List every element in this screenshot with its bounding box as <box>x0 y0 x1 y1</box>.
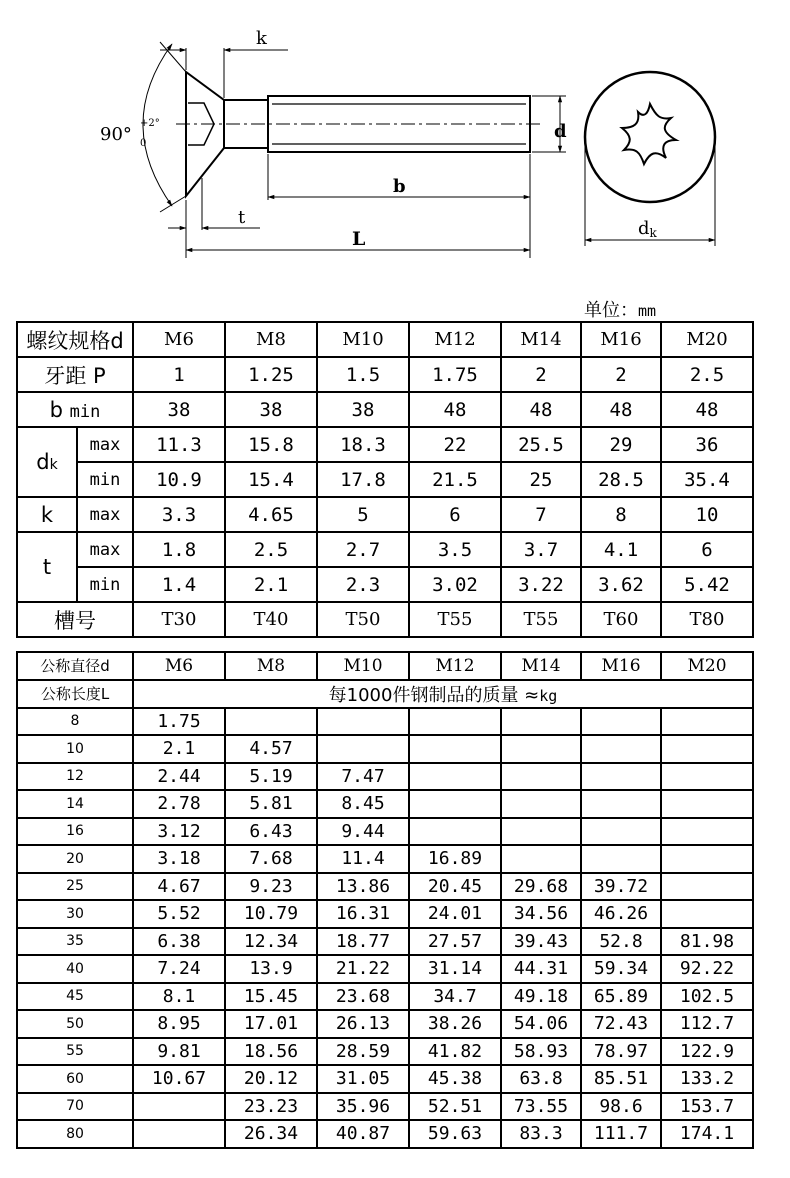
mass-value: 72.43 <box>581 1010 661 1038</box>
k-row <box>17 497 753 532</box>
mass-value: 65.89 <box>581 983 661 1011</box>
mass-value: 174.1 <box>661 1120 753 1148</box>
mass-value: 6.38 <box>133 928 225 956</box>
mass-value: 112.7 <box>661 1010 753 1038</box>
mass-value <box>133 1093 225 1121</box>
mass-value: 41.82 <box>409 1038 501 1066</box>
mass-value: 49.18 <box>501 983 581 1011</box>
length-cell: 45 <box>17 983 133 1011</box>
mass-value: 40.87 <box>317 1120 409 1148</box>
size-cell: M6 <box>133 322 225 357</box>
b-value: 38 <box>133 392 225 427</box>
size-cell: M6 <box>133 652 225 680</box>
mass-value: 102.5 <box>661 983 753 1011</box>
dk-min-value: 15.4 <box>225 462 317 497</box>
mass-value: 7.47 <box>317 763 409 791</box>
mass-value: 111.7 <box>581 1120 661 1148</box>
mass-value: 92.22 <box>661 955 753 983</box>
table-row <box>17 818 753 846</box>
table-row <box>17 928 753 956</box>
mass-value: 7.24 <box>133 955 225 983</box>
mass-value: 8.95 <box>133 1010 225 1038</box>
table-row <box>17 708 753 736</box>
dk-max-value: 29 <box>581 427 661 462</box>
length-cell: 12 <box>17 763 133 791</box>
b-label: b min <box>17 392 133 427</box>
t-max-value: 6 <box>661 532 753 567</box>
spec-header-row <box>17 322 753 357</box>
dk-min-value: 10.9 <box>133 462 225 497</box>
mass-value: 4.57 <box>225 735 317 763</box>
table-row <box>17 1038 753 1066</box>
t-min-value: 5.42 <box>661 567 753 602</box>
mass-value: 35.96 <box>317 1093 409 1121</box>
t-max-row <box>17 532 753 567</box>
dk-min-value: 17.8 <box>317 462 409 497</box>
mass-value: 81.98 <box>661 928 753 956</box>
mass-caption-row <box>17 680 753 708</box>
mass-value <box>661 845 753 873</box>
t-min-value: 1.4 <box>133 567 225 602</box>
dim-d-label: d <box>554 121 567 142</box>
mass-value <box>409 790 501 818</box>
dk-max-value: 36 <box>661 427 753 462</box>
mass-value: 3.18 <box>133 845 225 873</box>
mass-value: 17.01 <box>225 1010 317 1038</box>
mass-value: 59.34 <box>581 955 661 983</box>
b-value: 48 <box>501 392 581 427</box>
mass-value <box>661 790 753 818</box>
mass-value <box>317 708 409 736</box>
t-label: t <box>17 532 77 602</box>
mass-value: 13.86 <box>317 873 409 901</box>
slot-value: T55 <box>409 602 501 637</box>
mass-value: 39.72 <box>581 873 661 901</box>
table-row <box>17 983 753 1011</box>
slot-value: T60 <box>581 602 661 637</box>
k-value: 8 <box>581 497 661 532</box>
mass-value: 16.31 <box>317 900 409 928</box>
b-value: 48 <box>409 392 501 427</box>
mass-value <box>133 1120 225 1148</box>
mass-value: 10.79 <box>225 900 317 928</box>
unit-label: 单位：mm <box>584 300 657 321</box>
angle-tol-lower: 0 <box>140 138 147 149</box>
t-max-value: 3.5 <box>409 532 501 567</box>
mass-value: 45.38 <box>409 1065 501 1093</box>
pitch-value: 1.25 <box>225 357 317 392</box>
slot-value: T40 <box>225 602 317 637</box>
slot-row <box>17 602 753 637</box>
mass-value: 1.75 <box>133 708 225 736</box>
mass-value: 23.23 <box>225 1093 317 1121</box>
nominal-diameter-label: 公称直径d <box>17 652 133 680</box>
b-row <box>17 392 753 427</box>
dk-max-label: max <box>77 427 133 462</box>
slot-value: T80 <box>661 602 753 637</box>
table-row <box>17 955 753 983</box>
length-cell: 8 <box>17 708 133 736</box>
mass-value: 13.9 <box>225 955 317 983</box>
dk-min-row <box>17 462 753 497</box>
length-cell: 30 <box>17 900 133 928</box>
mass-value <box>581 735 661 763</box>
mass-value <box>581 845 661 873</box>
mass-value: 122.9 <box>661 1038 753 1066</box>
mass-value: 31.05 <box>317 1065 409 1093</box>
t-max-value: 2.7 <box>317 532 409 567</box>
k-value: 7 <box>501 497 581 532</box>
mass-value <box>501 763 581 791</box>
mass-value: 7.68 <box>225 845 317 873</box>
table-row <box>17 763 753 791</box>
mass-value: 4.67 <box>133 873 225 901</box>
mass-value <box>501 790 581 818</box>
mass-value: 5.19 <box>225 763 317 791</box>
mass-value: 38.26 <box>409 1010 501 1038</box>
mass-value: 11.4 <box>317 845 409 873</box>
angle-label: 90° <box>100 124 132 145</box>
mass-value: 21.22 <box>317 955 409 983</box>
slot-value: T50 <box>317 602 409 637</box>
b-value: 48 <box>581 392 661 427</box>
torx-recess <box>622 104 676 164</box>
size-cell: M14 <box>501 652 581 680</box>
length-cell: 50 <box>17 1010 133 1038</box>
t-min-label: min <box>77 567 133 602</box>
mass-value: 58.93 <box>501 1038 581 1066</box>
mass-value: 34.7 <box>409 983 501 1011</box>
size-cell: M20 <box>661 322 753 357</box>
mass-value: 26.34 <box>225 1120 317 1148</box>
dk-min-value: 21.5 <box>409 462 501 497</box>
length-cell: 60 <box>17 1065 133 1093</box>
b-value: 38 <box>225 392 317 427</box>
dk-min-value: 25 <box>501 462 581 497</box>
mass-value: 78.97 <box>581 1038 661 1066</box>
mass-value: 8.1 <box>133 983 225 1011</box>
mass-value: 20.12 <box>225 1065 317 1093</box>
t-min-value: 2.1 <box>225 567 317 602</box>
size-cell: M12 <box>409 322 501 357</box>
mass-table <box>16 651 754 1149</box>
pitch-value: 1.5 <box>317 357 409 392</box>
length-cell: 80 <box>17 1120 133 1148</box>
dk-min-value: 28.5 <box>581 462 661 497</box>
mass-value <box>501 708 581 736</box>
length-cell: 14 <box>17 790 133 818</box>
mass-value: 29.68 <box>501 873 581 901</box>
mass-header-row <box>17 652 753 680</box>
mass-value: 5.52 <box>133 900 225 928</box>
k-value: 3.3 <box>133 497 225 532</box>
table-row <box>17 790 753 818</box>
mass-value <box>409 735 501 763</box>
mass-value: 85.51 <box>581 1065 661 1093</box>
length-cell: 20 <box>17 845 133 873</box>
mass-value: 2.1 <box>133 735 225 763</box>
mass-value: 24.01 <box>409 900 501 928</box>
mass-value: 46.26 <box>581 900 661 928</box>
t-min-value: 2.3 <box>317 567 409 602</box>
length-cell: 40 <box>17 955 133 983</box>
table-row <box>17 873 753 901</box>
t-min-row <box>17 567 753 602</box>
mass-value <box>581 790 661 818</box>
slot-value: T55 <box>501 602 581 637</box>
mass-value <box>661 900 753 928</box>
size-cell: M8 <box>225 322 317 357</box>
size-cell: M16 <box>581 652 661 680</box>
thread-size-label: 螺纹规格d <box>17 322 133 357</box>
table-row <box>17 900 753 928</box>
dim-t-label: t <box>238 207 246 228</box>
t-max-value: 3.7 <box>501 532 581 567</box>
mass-value <box>581 818 661 846</box>
table-row <box>17 1120 753 1148</box>
mass-value <box>661 735 753 763</box>
dk-max-value: 15.8 <box>225 427 317 462</box>
mass-value: 5.81 <box>225 790 317 818</box>
mass-value: 73.55 <box>501 1093 581 1121</box>
mass-value: 8.45 <box>317 790 409 818</box>
mass-value: 18.77 <box>317 928 409 956</box>
b-value: 38 <box>317 392 409 427</box>
slot-value: T30 <box>133 602 225 637</box>
mass-value <box>409 708 501 736</box>
mass-value <box>501 845 581 873</box>
mass-value: 98.6 <box>581 1093 661 1121</box>
size-cell: M10 <box>317 322 409 357</box>
dk-min-label: min <box>77 462 133 497</box>
dim-b-label: b <box>393 176 406 197</box>
dim-dk-label: dk <box>638 218 657 240</box>
mass-value <box>317 735 409 763</box>
mass-value: 9.23 <box>225 873 317 901</box>
pitch-value: 1 <box>133 357 225 392</box>
pitch-value: 2 <box>581 357 661 392</box>
mass-value <box>225 708 317 736</box>
length-cell: 16 <box>17 818 133 846</box>
mass-value: 31.14 <box>409 955 501 983</box>
mass-value: 54.06 <box>501 1010 581 1038</box>
mass-value: 12.34 <box>225 928 317 956</box>
angle-tol-upper: +2° <box>140 118 160 129</box>
mass-value: 18.56 <box>225 1038 317 1066</box>
k-value: 10 <box>661 497 753 532</box>
t-max-label: max <box>77 532 133 567</box>
k-max-label: max <box>77 497 133 532</box>
mass-value: 44.31 <box>501 955 581 983</box>
pitch-value: 2.5 <box>661 357 753 392</box>
mass-value: 3.12 <box>133 818 225 846</box>
head-top-view <box>585 72 715 202</box>
dk-max-value: 22 <box>409 427 501 462</box>
mass-value <box>501 735 581 763</box>
k-label: k <box>17 497 77 532</box>
size-cell: M10 <box>317 652 409 680</box>
t-min-value: 3.22 <box>501 567 581 602</box>
size-cell: M16 <box>581 322 661 357</box>
dk-max-value: 25.5 <box>501 427 581 462</box>
dk-max-value: 11.3 <box>133 427 225 462</box>
length-cell: 25 <box>17 873 133 901</box>
size-cell: M8 <box>225 652 317 680</box>
mass-value: 52.8 <box>581 928 661 956</box>
dim-k-label: k <box>256 28 267 49</box>
mass-value: 10.67 <box>133 1065 225 1093</box>
mass-value: 6.43 <box>225 818 317 846</box>
length-cell: 55 <box>17 1038 133 1066</box>
mass-value: 23.68 <box>317 983 409 1011</box>
mass-value <box>661 708 753 736</box>
slot-label: 槽号 <box>17 602 133 637</box>
screw-drawing <box>0 0 790 300</box>
dk-min-value: 35.4 <box>661 462 753 497</box>
dk-label: dk <box>17 427 77 497</box>
table-row <box>17 735 753 763</box>
size-cell: M12 <box>409 652 501 680</box>
size-cell: M20 <box>661 652 753 680</box>
mass-value: 63.8 <box>501 1065 581 1093</box>
t-min-value: 3.62 <box>581 567 661 602</box>
mass-value: 26.13 <box>317 1010 409 1038</box>
size-cell: M14 <box>501 322 581 357</box>
nominal-length-label: 公称长度L <box>17 680 133 708</box>
length-cell: 35 <box>17 928 133 956</box>
mass-value: 20.45 <box>409 873 501 901</box>
mass-value: 15.45 <box>225 983 317 1011</box>
table-row <box>17 1010 753 1038</box>
mass-value: 153.7 <box>661 1093 753 1121</box>
dim-L-label: L <box>352 228 366 250</box>
table-row <box>17 845 753 873</box>
screw-head <box>186 72 224 196</box>
mass-value <box>661 818 753 846</box>
pitch-value: 1.75 <box>409 357 501 392</box>
t-max-value: 1.8 <box>133 532 225 567</box>
dk-max-value: 18.3 <box>317 427 409 462</box>
length-cell: 10 <box>17 735 133 763</box>
mass-value <box>581 708 661 736</box>
mass-value: 9.81 <box>133 1038 225 1066</box>
mass-value <box>409 818 501 846</box>
b-value: 48 <box>661 392 753 427</box>
mass-value: 34.56 <box>501 900 581 928</box>
mass-value <box>661 763 753 791</box>
t-max-value: 4.1 <box>581 532 661 567</box>
pitch-label: 牙距 P <box>17 357 133 392</box>
mass-value: 27.57 <box>409 928 501 956</box>
mass-value: 133.2 <box>661 1065 753 1093</box>
pitch-value: 2 <box>501 357 581 392</box>
mass-value: 83.3 <box>501 1120 581 1148</box>
mass-value: 52.51 <box>409 1093 501 1121</box>
t-max-value: 2.5 <box>225 532 317 567</box>
k-value: 5 <box>317 497 409 532</box>
mass-caption: 每1000件钢制品的质量 ≈kg <box>133 680 753 708</box>
mass-value: 39.43 <box>501 928 581 956</box>
t-min-value: 3.02 <box>409 567 501 602</box>
table-row <box>17 1065 753 1093</box>
dk-max-row <box>17 427 753 462</box>
mass-value: 59.63 <box>409 1120 501 1148</box>
k-value: 6 <box>409 497 501 532</box>
mass-value: 2.78 <box>133 790 225 818</box>
mass-value <box>581 763 661 791</box>
length-cell: 70 <box>17 1093 133 1121</box>
mass-value <box>661 873 753 901</box>
table-row <box>17 1093 753 1121</box>
mass-value <box>501 818 581 846</box>
pitch-row <box>17 357 753 392</box>
mass-value: 2.44 <box>133 763 225 791</box>
mass-value <box>409 763 501 791</box>
mass-value: 16.89 <box>409 845 501 873</box>
mass-value: 28.59 <box>317 1038 409 1066</box>
mass-value: 9.44 <box>317 818 409 846</box>
spec-table <box>16 321 754 638</box>
k-value: 4.65 <box>225 497 317 532</box>
